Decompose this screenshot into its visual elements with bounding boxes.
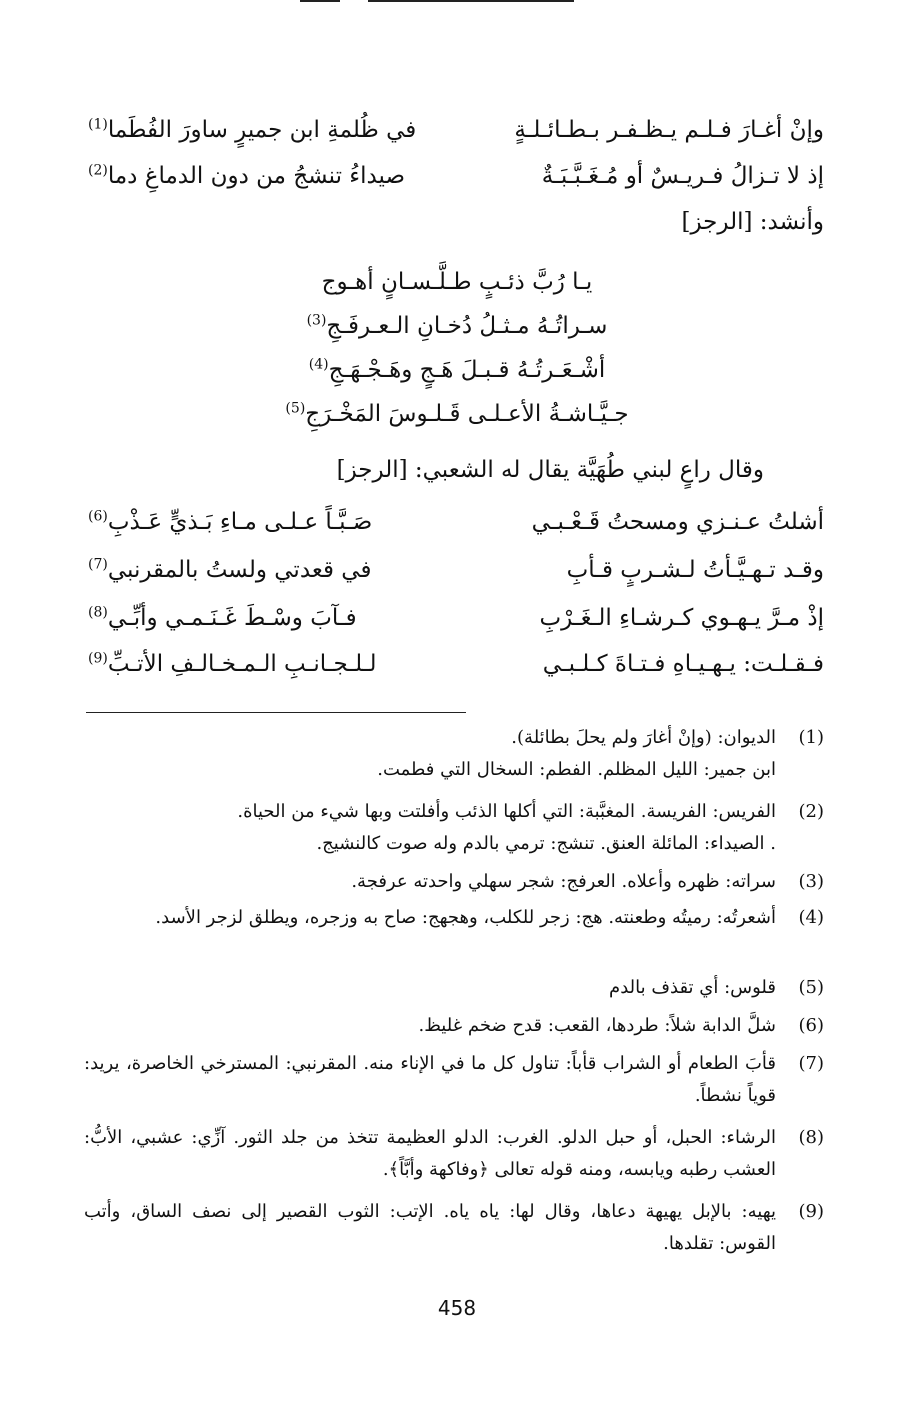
footnote-6-number: (6): [798, 1015, 824, 1036]
verse-6-second-text: لـلـجـانـبِ الـمـخـالـفِ الأتـبِّ: [107, 651, 377, 677]
rajaz-line-3-text: أشْـعَـرتُـهُ قـبـلَ هَـجٍ وهَـجْـهَـجِ: [328, 357, 606, 383]
footnote-9-number: (9): [798, 1201, 824, 1222]
verse-2-second-text: صيداءُ تنشجُ من دون الدماغِ دما: [107, 163, 406, 189]
footnote-1-line-1: الديوان: (وإنْ أغارَ ولم يحلَ بطائلة).: [511, 727, 776, 748]
footnote-ref-6[interactable]: (6): [88, 508, 108, 525]
verse-1-second-text: في ظُلمةِ ابن جميرٍ ساورَ الفُطَما: [107, 117, 417, 143]
footnote-8: [84, 1122, 824, 1186]
verse-4-first-hemistich: وقـد تـهـيَّـأتُ لـشـربٍ قـأبِ: [566, 557, 824, 583]
verse-3-second-hemistich: [88, 502, 372, 542]
rajaz-intro-1: وأنشد: [الرجز]: [681, 209, 824, 235]
footnote-ref-2[interactable]: (2): [88, 162, 108, 179]
verse-2-first-hemistich: إذ لا تـزالُ فـريـسٌ أو مُـغَـبَّـبَـةٌ: [541, 163, 824, 189]
footnote-3-number: (3): [798, 871, 824, 892]
footnote-6-text: شلَّ الدابة شلاً: طردها، القعب: قدح ضخم غليظ.: [418, 1015, 776, 1036]
page-number: 458: [437, 1296, 477, 1320]
footnote-9-text: يهيه: بالإبل يهيهة دعاها، وقال لها: ياه ياه. الإتب: الثوب القصير إلى نصف الساق، وأتب القوس: تقلدها.: [84, 1201, 776, 1254]
footnote-5-text: قلوس: أي تقذف بالدم: [609, 977, 776, 998]
rajaz-intro-2: وقال راعٍ لبني طُهَيَّة يقال له الشعبي: [الرجز]: [336, 457, 764, 483]
rajaz-line-2: [0, 306, 914, 346]
footnote-ref-1[interactable]: (1): [88, 116, 108, 133]
footnote-ref-5[interactable]: (5): [285, 400, 306, 417]
verse-5-second-text: فـآبَ وسْـطَ غَـنَـمـي وأبِّـي: [107, 605, 357, 631]
verse-1-first-hemistich: وإنْ أغـارَ فـلـم يـظـفـر بـطـائـلـةٍ: [514, 117, 824, 143]
verse-5-second-hemistich: [88, 598, 357, 638]
footnote-7: [84, 1048, 824, 1112]
footnote-ref-7[interactable]: (7): [88, 556, 108, 573]
verse-1-second-hemistich: [88, 110, 416, 150]
footnote-7-number: (7): [798, 1053, 824, 1074]
footnote-ref-4[interactable]: (4): [308, 356, 329, 373]
footnote-ref-9[interactable]: (9): [88, 650, 108, 667]
footnote-5: [84, 972, 824, 1004]
footnote-separator: [86, 712, 466, 713]
verse-3-second-text: صَـبَّـاً عـلـى مـاءِ بَـذيٍّ عَـذْبِ: [107, 509, 373, 535]
rajaz-line-3: [0, 350, 914, 390]
rajaz-line-1: يـا رُبَّ ذئـبٍ طـلَّـسـانٍ أهـوج: [321, 269, 593, 295]
verse-6-second-hemistich: [88, 644, 376, 684]
footnote-2-line-2: . الصيداء: المائلة العنق. تنشج: ترمي بالدم وله صوت كالنشيج.: [316, 833, 776, 854]
footnote-8-text: الرشاء: الحبل، أو حبل الدلو. الغرب: الدلو العظيمة تتخذ من جلد الثور. آزِّي: عشبي، الأبُّ: العشب رطبه ويابسه، ومنه قوله تعالى ﴿وفاكهة وأبَّاً﴾.: [84, 1127, 776, 1180]
verse-3-first-hemistich: أشلتُ عـنـزي ومسحتُ قَـعْـبـي: [531, 509, 824, 535]
footnote-7-text: قأبَ الطعام أو الشراب قأباً: تناول كل ما في الإناء منه. المقرنبي: المسترخي الخاصرة، يريد: قوياً نشطاً.: [84, 1053, 776, 1106]
footnote-4-text: أشعرتُه: رميتُه وطعنته. هج: زجر للكلب، وهجهج: صاح به وزجره، ويطلق لزجر الأسد.: [155, 907, 776, 928]
rajaz-line-4: [0, 394, 914, 434]
verse-4-second-text: في قعدتي ولستُ بالمقرنبي: [107, 557, 372, 583]
footnote-6: [84, 1010, 824, 1042]
footnote-2: [84, 796, 824, 860]
verse-5-first-hemistich: إذْ مـرَّ يـهـوي كـرشـاءِ الـغَـرْبِ: [539, 605, 824, 631]
verse-6-first-hemistich: فـقـلـت: يـهـيـاهِ فـتـاةَ كـلـبـي: [542, 651, 824, 677]
footnote-9: [84, 1196, 824, 1260]
footnote-8-number: (8): [798, 1127, 824, 1148]
footnote-2-number: (2): [798, 801, 824, 822]
footnote-1: [84, 722, 824, 786]
footnote-5-number: (5): [798, 977, 824, 998]
footnote-ref-3[interactable]: (3): [306, 312, 327, 329]
footnote-3-text: سراته: ظهره وأعلاه. العرفج: شجر سهلي واحدته عرفجة.: [351, 871, 776, 892]
footnote-4-number: (4): [798, 907, 824, 928]
footnote-1-number: (1): [798, 727, 824, 748]
footnote-1-line-2: ابن جمير: الليل المظلم. الفطم: السخال التي فطمت.: [377, 759, 776, 780]
footnote-ref-8[interactable]: (8): [88, 604, 108, 621]
verse-4-second-hemistich: [88, 550, 371, 590]
footnote-3: [84, 866, 824, 898]
footnote-4: [84, 902, 824, 934]
verse-2-second-hemistich: [88, 156, 405, 196]
footnote-2-line-1: الفريس: الفريسة. المغبَّبة: التي أكلها الذئب وأفلتت وبها شيء من الحياة.: [237, 801, 776, 822]
rajaz-line-2-text: سـراتُـهُ مـثـلُ دُخـانِ الـعـرفَـجِ: [326, 313, 608, 339]
rajaz-line-4-text: جـيَّـاشـةُ الأعـلـى قَـلـوسَ المَخْـرَجِ: [305, 401, 629, 427]
